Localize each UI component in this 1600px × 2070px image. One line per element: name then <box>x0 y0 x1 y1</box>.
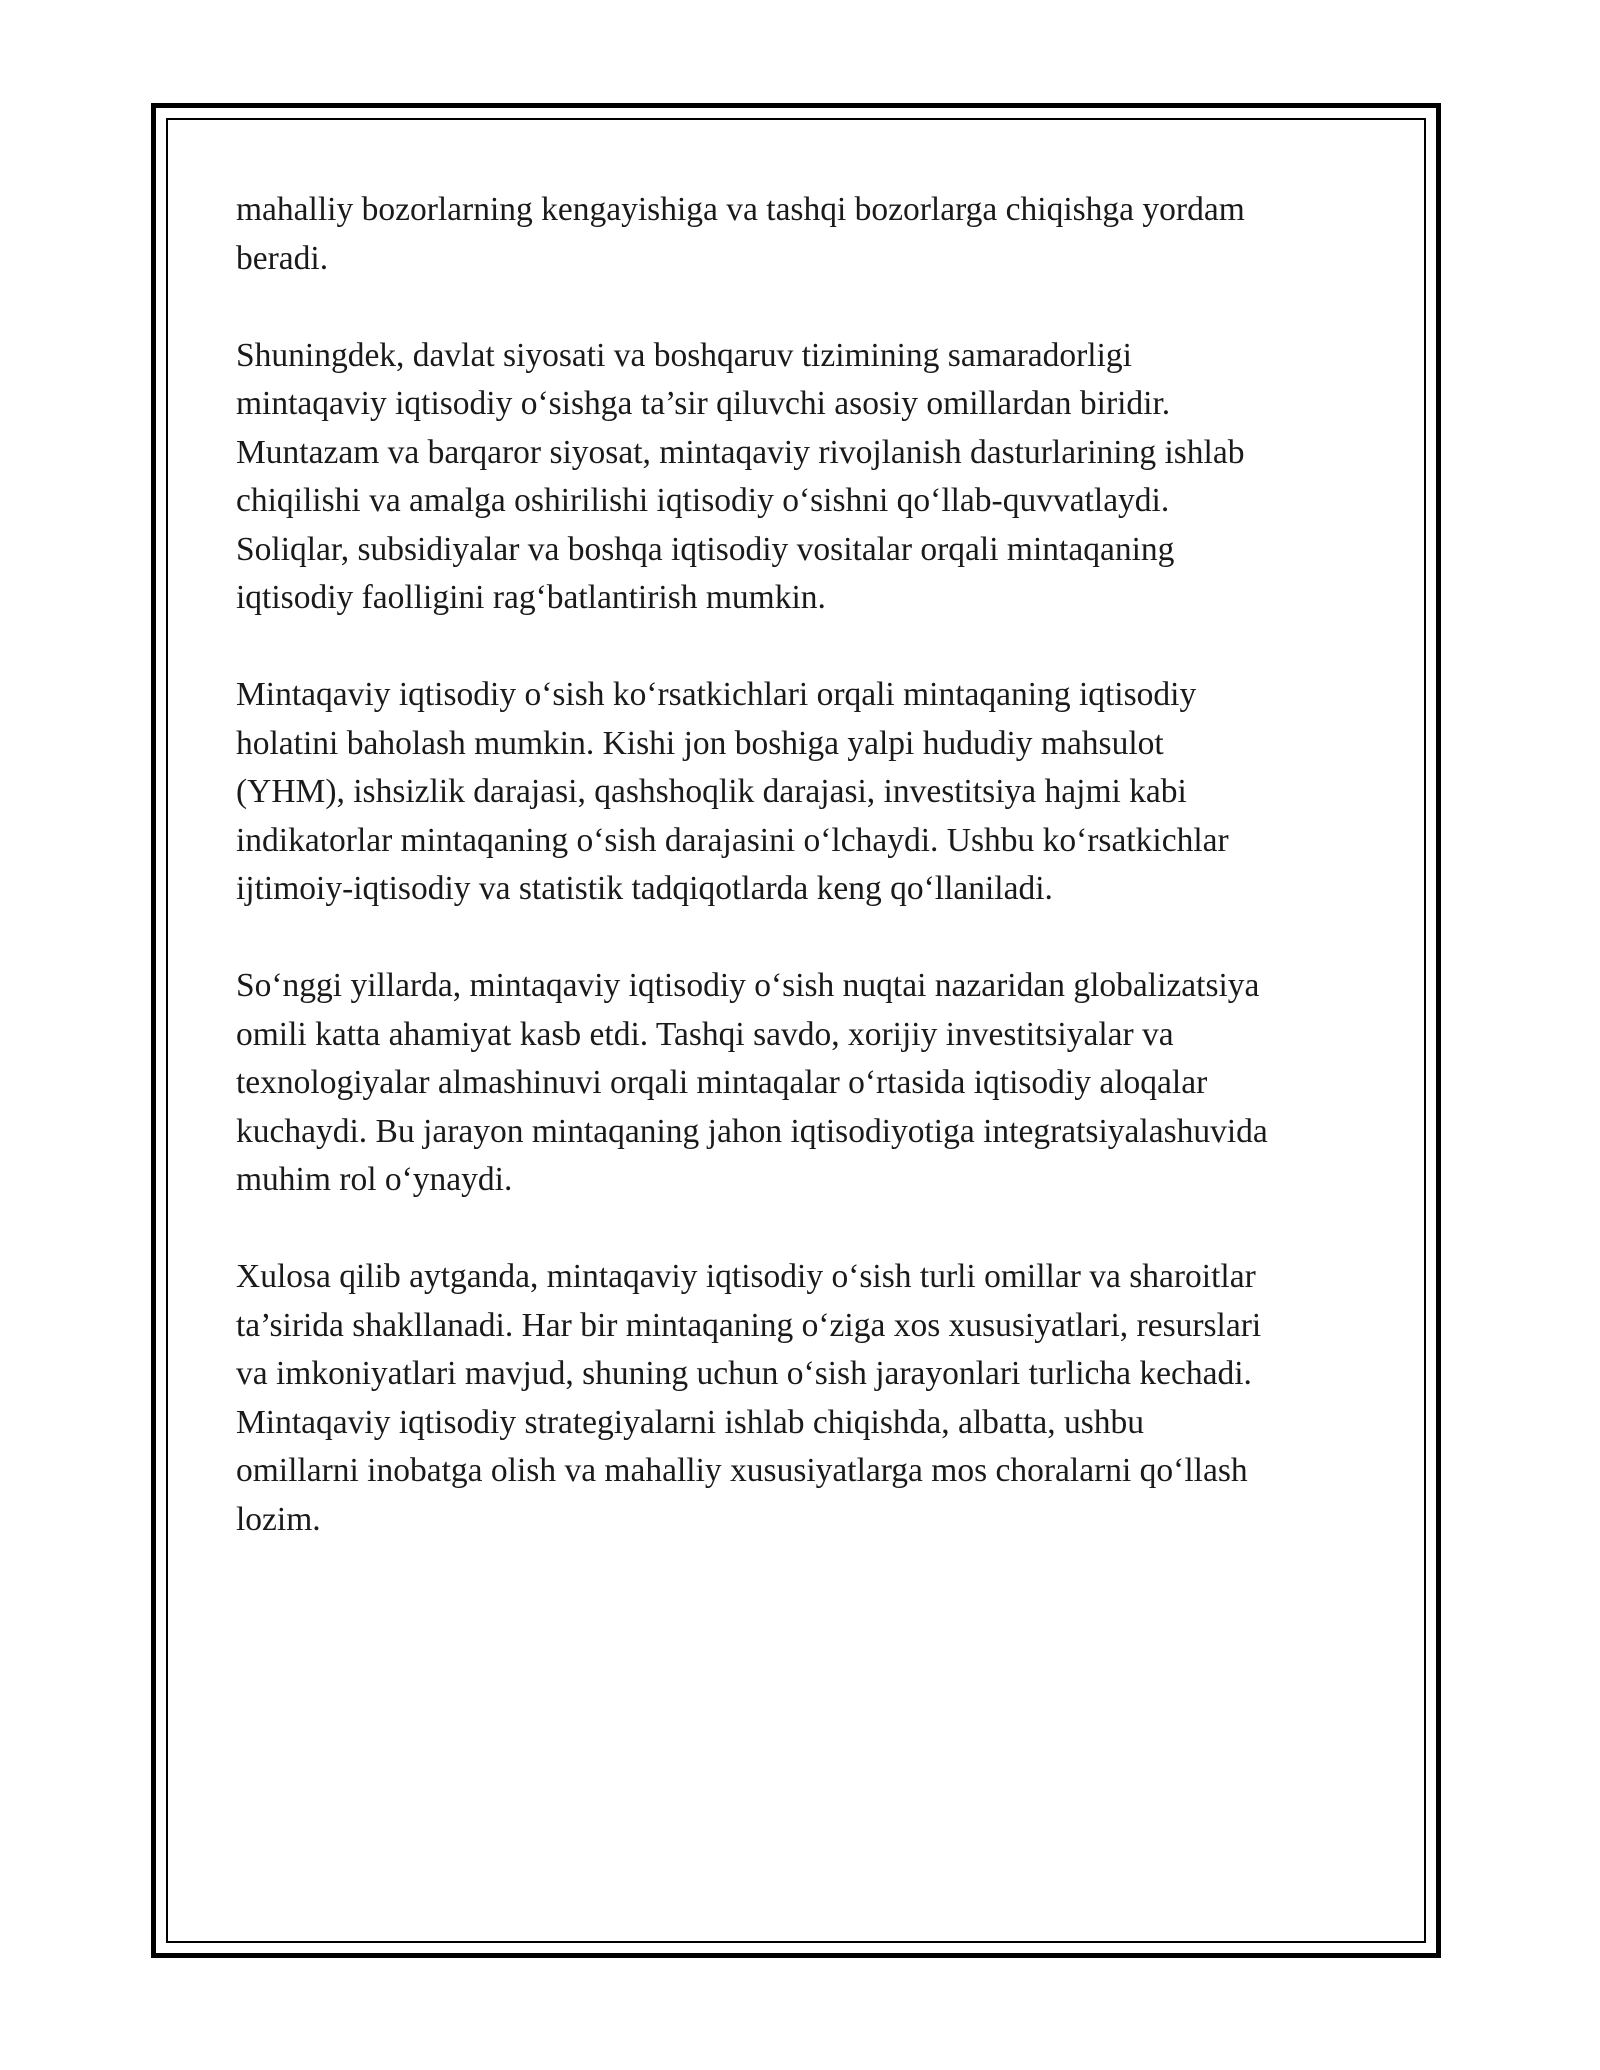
document-body <box>236 186 1381 1593</box>
paragraph-2: Shuningdek, davlat siyosati va boshqaruv tizimining samaradorligi mintaqaviy iqtisodiy o‘sishga ta’sir qiluvchi asosiy omillardan biridir. Muntazam va barqaror siyosat, mintaqaviy rivojlanish dasturlarining ishlab chiqilishi va amalga oshirilishi iqtisodiy o‘sishni qo‘llab-quvvatlaydi. Soliqlar, subsidiyalar va boshqa iqtisodiy vositalar orqali mintaqaning iqtisodiy faolligini rag‘batlantirish mumkin. <box>236 336 1245 616</box>
paragraph-3: Mintaqaviy iqtisodiy o‘sish ko‘rsatkichlari orqali mintaqaning iqtisodiy holatini baholash mumkin. Kishi jon boshiga yalpi hududiy mahsulot (YHM), ishsizlik darajasi, qashshoqlik darajasi, investitsiya hajmi kabi indikatorlar mintaqaning o‘sish darajasini o‘lchaydi. Ushbu ko‘rsatkichlar ijtimoiy-iqtisodiy va statistik tadqiqotlarda keng qo‘llaniladi. <box>236 676 1229 907</box>
paragraph-5: Xulosa qilib aytganda, mintaqaviy iqtisodiy o‘sish turli omillar va sharoitlar ta’sirida shakllanadi. Har bir mintaqaning o‘ziga xos xususiyatlari, resurslari va imkoniyatlari mavjud, shuning uchun o‘sish jarayonlari turlicha kechadi. Mintaqaviy iqtisodiy strategiyalarni ishlab chiqishda, albatta, ushbu omillarni inobatga olish va mahalliy xususiyatlarga mos choralarni qo‘llash lozim. <box>236 1258 1262 1538</box>
paragraph-4: So‘nggi yillarda, mintaqaviy iqtisodiy o‘sish nuqtai nazaridan globalizatsiya omili katta ahamiyat kasb etdi. Tashqi savdo, xorijiy investitsiyalar va texnologiyalar almashinuvi orqali mintaqalar o‘rtasida iqtisodiy aloqalar kuchaydi. Bu jarayon mintaqaning jahon iqtisodiyotiga integratsiyalashuvida muhim rol o‘ynaydi. <box>236 967 1268 1198</box>
paragraph-1: mahalliy bozorlarning kengayishiga va tashqi bozorlarga chiqishga yordam beradi. <box>236 191 1245 277</box>
